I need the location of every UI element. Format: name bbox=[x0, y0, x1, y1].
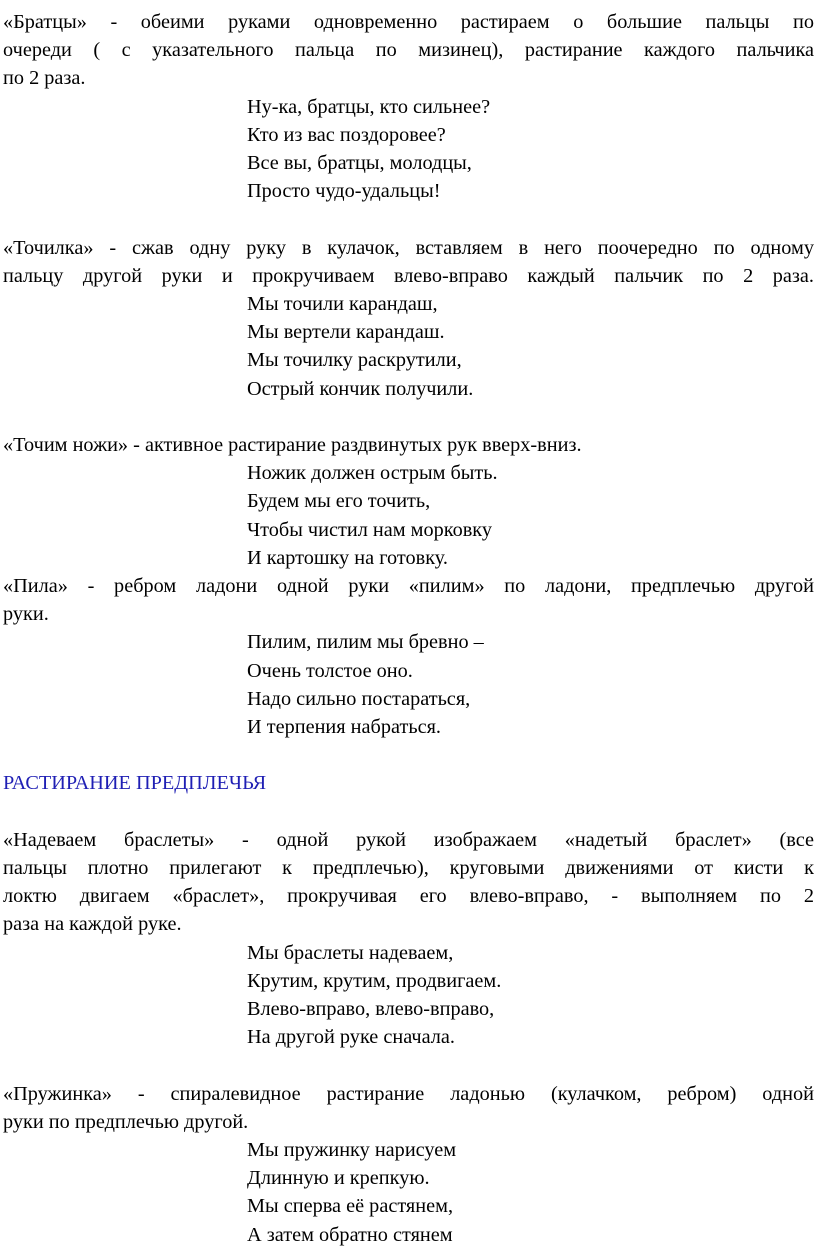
description-line: по 2 раза. bbox=[3, 67, 86, 90]
verse-block bbox=[0, 459, 816, 572]
description-line: очереди ( с указательного пальца по мизинец), растирание каждого пальчика bbox=[3, 39, 814, 62]
verse-line: Просто чудо-удальцы! bbox=[247, 180, 441, 203]
description-line: пальцы плотно прилегают к предплечью), круговыми движениями от кисти к bbox=[3, 857, 814, 880]
exercise-description bbox=[0, 572, 816, 628]
verse-line: Мы точилку раскрутили, bbox=[247, 349, 462, 372]
verse-line: А затем обратно стянем bbox=[247, 1223, 453, 1246]
description-line: «Пила» - ребром ладони одной руки «пилим» по ладони, предплечью другой bbox=[3, 575, 814, 598]
verse-line: Мы пружинку нарисуем bbox=[247, 1139, 457, 1162]
description-line: «Братцы» - обеими руками одновременно растираем о большие пальцы по bbox=[3, 11, 814, 33]
exercise-description bbox=[0, 8, 816, 93]
verse-line: Чтобы чистил нам морковку bbox=[247, 518, 493, 541]
verse-line: Длинную и крепкую. bbox=[247, 1167, 430, 1190]
exercise-description bbox=[0, 1080, 816, 1136]
verse-line: Влево-вправо, влево-вправо, bbox=[247, 998, 495, 1021]
blank-line bbox=[0, 741, 816, 769]
description-line: руки по предплечью другой. bbox=[3, 1110, 249, 1133]
verse-block bbox=[0, 93, 816, 206]
verse-line: Ножик должен острым быть. bbox=[247, 462, 498, 485]
verse-line: Мы сперва её растянем, bbox=[247, 1195, 454, 1218]
verse-line: Острый кончик получили. bbox=[247, 377, 474, 400]
verse-line: На другой руке сначала. bbox=[247, 1026, 455, 1049]
blank-line bbox=[0, 798, 816, 826]
verse-block bbox=[0, 1136, 816, 1249]
blank-line bbox=[0, 1051, 816, 1079]
blank-line bbox=[0, 403, 816, 431]
verse-line: Мы точили карандаш, bbox=[247, 293, 438, 316]
verse-line: Будем мы его точить, bbox=[247, 490, 431, 513]
verse-line: Мы браслеты надеваем, bbox=[247, 941, 454, 964]
exercise-description bbox=[0, 826, 816, 939]
verse-block bbox=[0, 939, 816, 1052]
verse-line: Кто из вас поздоровее? bbox=[247, 123, 446, 146]
description-line: «Точим ножи» - активное растирание раздвинутых рук вверх-вниз. bbox=[3, 434, 582, 457]
verse-line: Все вы, братцы, молодцы, bbox=[247, 152, 472, 175]
verse-line: И терпения набраться. bbox=[247, 716, 441, 739]
verse-line: Мы вертели карандаш. bbox=[247, 321, 445, 344]
description-line: «Точилка» - сжав одну руку в кулачок, вставляем в него поочередно по одному bbox=[3, 236, 814, 259]
verse-line: Крутим, крутим, продвигаем. bbox=[247, 969, 502, 992]
description-line: руки. bbox=[3, 603, 49, 626]
verse-line: Очень толстое оно. bbox=[247, 659, 413, 682]
description-line: «Пружинка» - спиралевидное растирание ладонью (кулачком, ребром) одной bbox=[3, 1082, 814, 1105]
verse-line: Ну-ка, братцы, кто сильнее? bbox=[247, 95, 491, 118]
verse-block bbox=[0, 290, 816, 403]
verse-line: Пилим, пилим мы бревно – bbox=[247, 631, 484, 654]
section-heading: РАСТИРАНИЕ ПРЕДПЛЕЧЬЯ bbox=[3, 772, 267, 795]
description-line: «Надеваем браслеты» - одной рукой изображаем «надетый браслет» (все bbox=[3, 828, 814, 851]
blank-line bbox=[0, 205, 816, 233]
description-line: пальцу другой руки и прокручиваем влево-вправо каждый пальчик по 2 раза. bbox=[3, 264, 814, 287]
verse-line: И картошку на готовку. bbox=[247, 546, 448, 569]
verse-block bbox=[0, 628, 816, 741]
description-line: раза на каждой руке. bbox=[3, 913, 182, 936]
description-line: локтю двигаем «браслет», прокручивая его влево-вправо, - выполняем по 2 bbox=[3, 885, 814, 908]
exercise-description bbox=[0, 431, 816, 459]
verse-line: Надо сильно постараться, bbox=[247, 687, 471, 710]
exercise-description bbox=[0, 234, 816, 290]
